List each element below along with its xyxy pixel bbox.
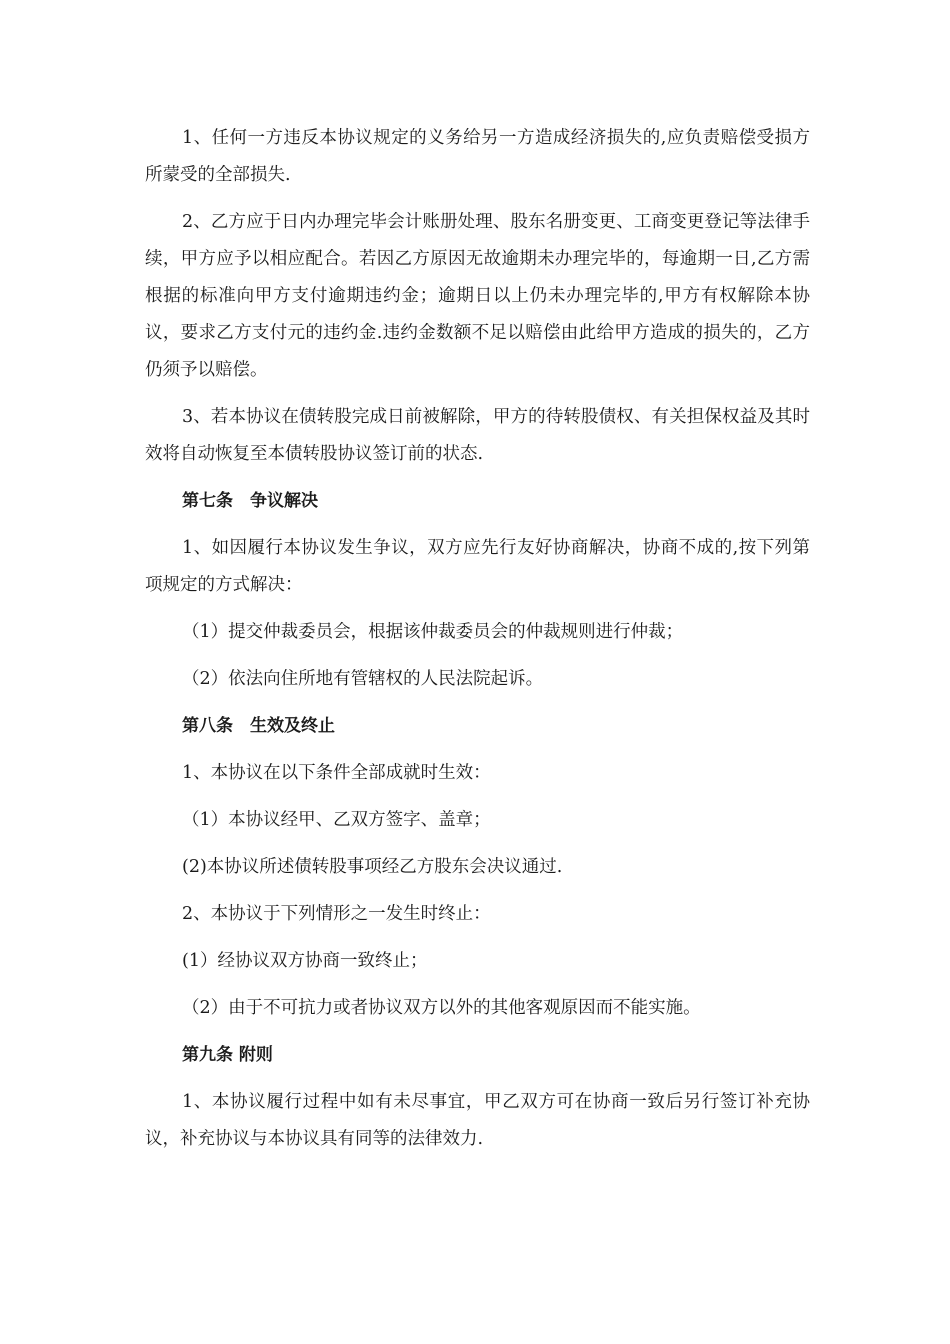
section-heading-article-8: 第八条 生效及终止	[182, 716, 335, 736]
paragraph-clause-3: 3、若本协议在债转股完成日前被解除，甲方的待转股债权、有关担保权益及其时效将自动恢复至本债转股协议签订前的状态.	[145, 407, 810, 464]
paragraph-clause-1: 1、任何一方违反本协议规定的义务给另一方造成经济损失的,应负责赔偿受损方所蒙受的全部损失.	[145, 128, 810, 185]
paragraph-dispute-1: 1、如因履行本协议发生争议，双方应先行友好协商解决，协商不成的,按下列第项规定的方式解决：	[145, 538, 810, 595]
list-item-arbitration: （1）提交仲裁委员会，根据该仲裁委员会的仲裁规则进行仲裁；	[182, 622, 684, 642]
section-heading-article-9: 第九条 附则	[182, 1045, 273, 1065]
list-item-mutual-termination: (1）经协议双方协商一致终止；	[182, 951, 428, 971]
list-item-termination-conditions: 2、本协议于下列情形之一发生时终止：	[182, 904, 491, 924]
section-heading-article-7: 第七条 争议解决	[182, 491, 318, 511]
list-item-shareholder-approval: (2)本协议所述债转股事项经乙方股东会决议通过.	[182, 857, 563, 877]
list-item-signature: （1）本协议经甲、乙双方签字、盖章；	[182, 810, 491, 830]
paragraph-clause-2: 2、乙方应于日内办理完毕会计账册处理、股东名册变更、工商变更登记等法律手续，甲方应予以相应配合。若因乙方原因无故逾期未办理完毕的，每逾期一日,乙方需根据的标准向甲方支付逾期违约金；逾期日以上仍未办理完毕的,甲方有权解除本协议，要求乙方支付元的违约金.违约金数额不足以赔偿由此给甲方造成的损失的，乙方仍须予以赔偿。	[145, 212, 810, 380]
paragraph-supplementary: 1、本协议履行过程中如有未尽事宜，甲乙双方可在协商一致后另行签订补充协议，补充协议与本协议具有同等的法律效力.	[145, 1092, 810, 1149]
list-item-force-majeure: （2）由于不可抗力或者协议双方以外的其他客观原因而不能实施。	[182, 998, 701, 1018]
document-page	[145, 120, 810, 1168]
list-item-effective-conditions: 1、本协议在以下条件全部成就时生效：	[182, 763, 491, 783]
list-item-litigation: （2）依法向住所地有管辖权的人民法院起诉。	[182, 669, 544, 689]
